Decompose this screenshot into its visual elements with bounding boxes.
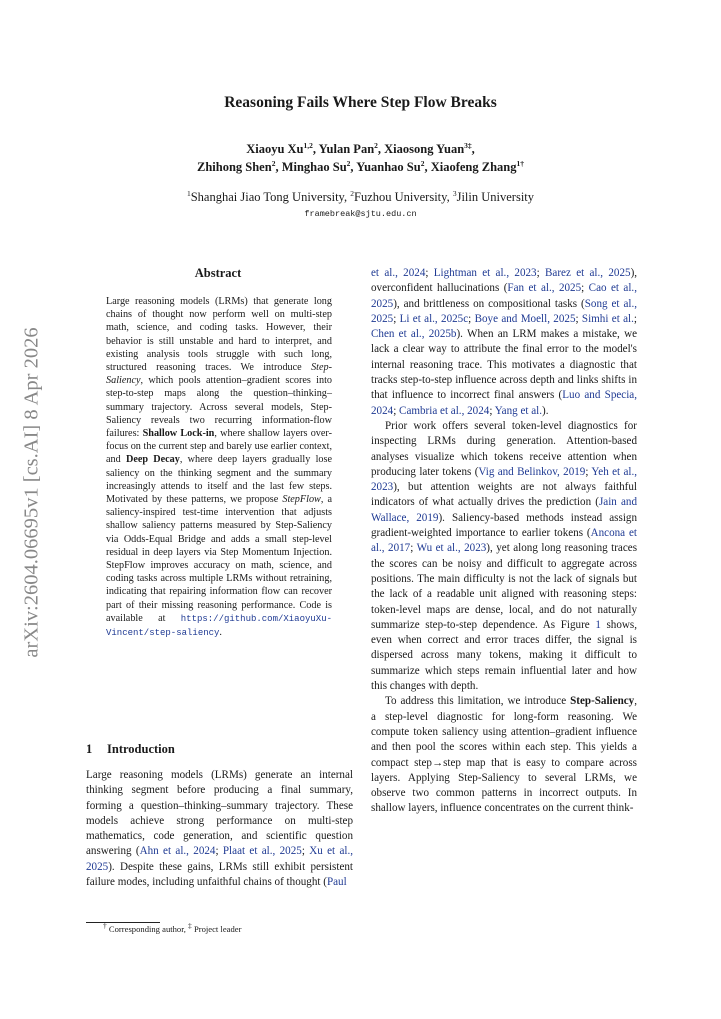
citation[interactable]: Vig and Belinkov, 2019	[478, 465, 586, 478]
intro-paragraph: et al., 2024; Lightman et al., 2023; Barez et al., 2025), overconfident hallucinations (Fan et al., 2025; Cao et al., 2025), and brittleness on compositional tasks (Song et al., 2025; Li et al., 2025c; Boye and Moell, 2025; Simhi et al.; Chen et al., 2025b). When an LRM makes a mistake, we lack a clear way to attribute the final error to the model's internal reasoning trace. This motivates a diagnostic that tracks step-to-step influence across depth and links shifts in that influence to incorrect final answers (Luo and Specia, 2024; Cambria et al., 2024; Yang et al.).	[371, 267, 638, 417]
citation[interactable]: Plaat et al., 2025	[222, 845, 302, 858]
figure-reference[interactable]: 1	[595, 618, 601, 631]
arxiv-identifier	[8, 295, 56, 690]
arxiv-identifier-text: arXiv:2604.06695v1 [cs.AI] 8 Apr 2026	[20, 327, 43, 658]
contact-email[interactable]: framebreak@sjtu.edu.cn	[304, 209, 417, 219]
citation[interactable]: et al., 2024	[371, 267, 426, 279]
citation[interactable]: Li et al., 2025c	[399, 312, 469, 325]
citation[interactable]: Cao et al., 2025	[371, 282, 637, 310]
citation[interactable]: Boye and Moell, 2025	[474, 312, 576, 325]
citation[interactable]: Luo and Specia, 2024	[371, 389, 637, 417]
citation[interactable]: Barez et al., 2025	[545, 267, 631, 279]
intro-right-column	[371, 266, 637, 817]
citation[interactable]: Paul	[326, 876, 347, 889]
section-title: Introduction	[107, 742, 175, 756]
citation[interactable]: Ancona et al., 2017	[371, 527, 637, 555]
citation[interactable]: Fan et al., 2025	[507, 282, 582, 295]
citation[interactable]: Cambria et al., 2024	[399, 404, 490, 417]
paper-title: Reasoning Fails Where Step Flow Breaks	[224, 94, 497, 111]
citation[interactable]: Simhi et al.	[581, 312, 634, 325]
intro-left-column: Large reasoning models (LRMs) generate an internal thinking segment before producing a final summary, forming a question–thinking–summary trajectory. These models achieve strong performance on multi-step mathematics, code generation, and scientific question answering (Ahn et al., 2024; Plaat et al., 2025; Xu et al., 2025). Despite these gains, LRMs still exhibit persistent failure modes, including unfaithful chains of thought (Paul	[86, 769, 354, 889]
author-list: Xiaoyu Xu$^{1,2}$, Yulan Pan$^2$, Xiaosong Yuan$^{3\ddagger}$, Zhihong Shen$^2$, Minghao Su$^2$, Yuanhao Su$^2$, Xiaofeng Zhang$^{1\dagger}$	[196, 140, 524, 174]
section-number: 1	[86, 742, 93, 756]
citation[interactable]: Yeh et al., 2023	[371, 465, 637, 494]
citation[interactable]: Yang et al.	[494, 404, 543, 417]
section-heading	[86, 742, 356, 757]
citation[interactable]: Chen et al., 2025b	[371, 328, 457, 341]
intro-paragraph: Prior work offers several token-level diagnostics for inspecting LRMs during generation. Attention-based analyses visualize which tokens receive attention when producing later tokens (Vig and Belinkov, 2019; Yeh et al., 2023), but attention weights are not always faithful indicators of what actually drives the prediction (Jain and Wallace, 2019). Saliency-based methods instead assign gradient-weighted importance to earlier tokens (Ancona et al., 2017; Wu et al., 2023), yet along long reasoning traces the scores can be noisy and difficult to aggregate across positions. The main difficulty is not the lack of signals but the lack of a readable unit aligned with reasoning steps: token-level maps are dense, local, and do not naturally summarize step-to-step dependence. As Figure 1 shows, even when correct and error traces differ, the signal is dispersed across many tokens, making it difficult to summarize which steps remain influential later and how this changes with depth.	[371, 419, 638, 693]
intro-paragraph: To address this limitation, we introduce Step-Saliency, a step-level diagnostic for long-form reasoning. We compute token saliency using attention–gradient influence and then pool the scores within each step. This yields a compact step→step map that is easy to compare across layers. Applying Step-Saliency to several LRMs, we observe two common patterns in incorrect outputs. In shallow layers, influence concentrates on the current think-	[371, 695, 637, 815]
footnote: † Corresponding author, ‡ Project leader	[103, 921, 242, 934]
citation[interactable]: Ahn et al., 2024	[139, 845, 216, 858]
citation[interactable]: Lightman et al., 2023	[433, 267, 537, 279]
abstract-body: Large reasoning models (LRMs) that generate long chains of thought now perform well on multi-step math, science, and coding tasks. However, their behavior is still unstable and hard to interpret, and existing analysis tools struggle with such long, structured reasoning traces. We introduce Step-Saliency, which pools attention–gradient scores into step-to-step maps along the question–thinking–summary trajectory. Across several models, Step-Saliency reveals two recurring information-flow failures: Shallow Lock-in, where shallow layers over-focus on the current step and barely use earlier context, and Deep Decay, where deep layers gradually lose saliency on the thinking segment and the summary increasingly attends to itself and the last few steps. Motivated by these patterns, we propose StepFlow, a saliency-inspired test-time intervention that adjusts shallow saliency patterns measured by Step-Saliency via Odds-Equal Bridge and adds a small step-level residual in deep layers via Step Momentum Injection. StepFlow improves accuracy on math, science, and coding tasks across multiple LRMs without retraining, indicating that repairing information flow can recover part of their missing reasoning performance. Code is available at https://github.com/XiaoyuXu-Vincent/step-saliency.	[106, 296, 332, 639]
citation[interactable]: Song et al., 2025	[371, 297, 637, 325]
citation[interactable]: Wu et al., 2023	[416, 542, 487, 555]
citation[interactable]: Jain and Wallace, 2019	[371, 496, 637, 524]
affiliations: $^1$Shanghai Jiao Tong University, $^2$Fuzhou University, $^3$Jilin University	[186, 188, 535, 204]
abstract-heading: Abstract	[194, 266, 242, 280]
code-link[interactable]: https://github.com/XiaoyuXu-Vincent/step-saliency	[106, 613, 332, 639]
citation[interactable]: Xu et al., 2025	[86, 845, 354, 873]
footnote-rule	[86, 922, 160, 923]
